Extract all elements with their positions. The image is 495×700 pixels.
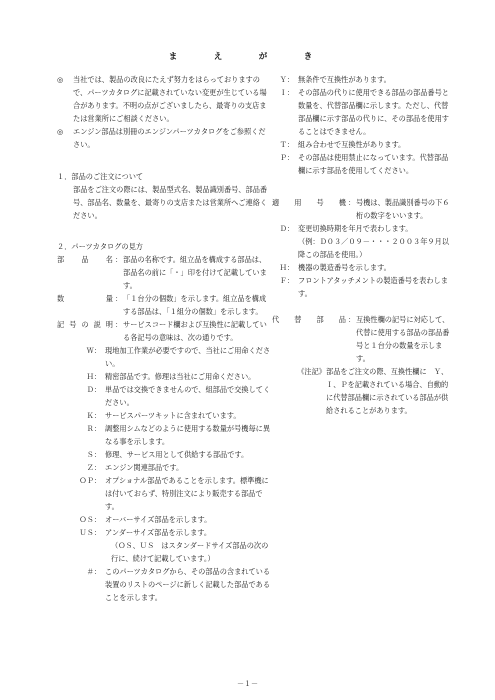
bullet-icon: ◎: [57, 75, 64, 84]
code-text: オーバーサイズ部品を示します。: [105, 515, 212, 524]
code-label: Ｉ：: [279, 88, 294, 97]
code-label: Ｈ：: [86, 372, 101, 381]
code-text: 修理、サービス用として供給する部品です。: [105, 450, 249, 459]
code-text: 無条件で互換性があります。: [298, 75, 391, 84]
left-column: [57, 73, 272, 604]
term-text: 号機は、製品識別番号の下６桁の数字をいいます。: [356, 198, 450, 220]
code-text: 組み合わせで互換性があります。: [298, 140, 406, 149]
code-label: Ｒ：: [86, 424, 101, 433]
code-row: [272, 261, 450, 274]
code-row: [57, 461, 272, 474]
os-us-note: （ＯＳ、ＵＳ はスタンダードサイズ部品の次の行に、続けて記載しています。）: [111, 541, 269, 563]
term-label: 部品名: [57, 255, 113, 264]
code-label: Ｙ：: [279, 75, 294, 84]
code-text: オプショナル部品であることを示します。標準機には付いておらず、特別注文により販売する部品です。: [105, 476, 269, 511]
intro-text: エンジン部品は別冊のエンジンパーツカタログをご参照ください。: [73, 127, 266, 149]
code-row: [272, 274, 450, 300]
note-label: 《注記》: [297, 367, 326, 376]
term-separator: ：: [115, 294, 123, 303]
code-text: その部品は使用禁止になっています。代替部品欄に示す部品を使用してください。: [298, 153, 449, 175]
term-row: [272, 313, 450, 365]
term-text: 互換性欄の記号に対応して、代替に使用する部品の部品番号と１台分の数量を示します。: [356, 315, 450, 363]
term-label: 記号の説明: [57, 320, 113, 329]
code-text: エンジン関連部品です。: [105, 463, 184, 472]
code-label: Ｗ：: [86, 346, 101, 355]
code-label: Ｋ：: [86, 411, 101, 420]
intro-item: [57, 73, 272, 125]
code-text: サービスパーツキットに含まれています。: [105, 411, 241, 420]
code-label: Ｈ：: [279, 263, 294, 272]
code-text: 単品では交換できませんので、組部品で交換してください。: [105, 385, 271, 407]
code-text: アンダーサイズ部品を示します。: [105, 528, 212, 537]
code-text: このパーツカタログから、その部品の含まれている装置のリストのページに新しく記載した部品であることを示します。: [105, 567, 271, 602]
code-row: [272, 73, 450, 86]
code-row: [57, 565, 272, 604]
intro-item: [57, 125, 272, 151]
code-row: [57, 513, 272, 526]
code-row: [272, 151, 450, 177]
code-note-row: [272, 235, 450, 261]
bullet-icon: ◎: [57, 127, 64, 136]
code-text: フロントアタッチメントの製造番号を表わします。: [298, 276, 448, 298]
term-separator: ：: [115, 320, 123, 329]
code-row: [57, 383, 272, 409]
d-example: （例：Ｄ０３／０９－・・・２００３年９月以降この部品を使用。）: [298, 237, 449, 259]
intro-text: 当社では、製品の改良にたえず努力をはらっておりますので、パーツカタログに記載されていない変更が生じている場合があります。不明の点がございましたら、最寄りの支店または営業所にご相談ください。: [73, 75, 267, 123]
section-body: 部品をご注文の際には、製品型式名、製品識別番号、部品番号、部品名、数量を、最寄りの支店または営業所へご連絡ください。: [73, 185, 268, 220]
code-text: その部品の代りに使用できる部品の部品番号と数量を、代替部品欄に示します。ただし、代替部品欄に示す部品の代りに、その部品を使用することはできません。: [298, 88, 449, 136]
term-separator: ：: [348, 198, 356, 207]
code-text: 現地加工作業が必要ですので、当社にご用命ください。: [105, 346, 271, 368]
section-heading: １．部品のご注文について: [57, 172, 144, 181]
code-row: [57, 448, 272, 461]
term-text: サービスコード欄および互換性に記載している各記号の意味は、次の通りです。: [123, 320, 267, 342]
code-label: Ｚ：: [86, 463, 101, 472]
term-text: 部品の名称です。組立品を構成する部品は、部品名の前に「・」印を付けて記載しています。: [123, 255, 267, 290]
code-row: [57, 344, 272, 370]
code-row: [57, 409, 272, 422]
term-text: 「１台分の個数」を示します。組立品を構成する部品は、「１組分の個数」を示します。: [123, 294, 267, 316]
code-text: 変更切換時期を年月で表わします。: [298, 224, 413, 233]
term-label: 数量: [57, 294, 113, 303]
code-row: [272, 86, 450, 138]
code-row: [272, 222, 450, 235]
code-label: Ｄ：: [86, 385, 101, 394]
code-list: [57, 344, 272, 604]
term-label: 適用号機: [272, 198, 346, 207]
code-row: [272, 138, 450, 151]
code-text: 調整用シムなどのように使用する数量が号機毎に異なる事を示します。: [105, 424, 271, 446]
term-row: [57, 318, 272, 344]
term-separator: ：: [348, 315, 356, 324]
code-label: ＃：: [86, 567, 101, 576]
code-row: [57, 370, 272, 383]
code-label: ＯＳ：: [79, 515, 101, 524]
code-label: Ｆ：: [279, 276, 294, 285]
code-label: Ｐ：: [279, 153, 294, 162]
note-row: [272, 365, 450, 417]
note-text: 部品をご注文の際、互換性欄に Ｙ、Ｉ、Ｐを記載されている場合、自動的に代替部品欄に示されている部品が供給されることがあります。: [326, 367, 449, 415]
right-column: [272, 73, 450, 417]
page-title: ま え が き: [168, 52, 327, 62]
term-row: [57, 292, 272, 318]
page-number: －１－: [237, 680, 258, 688]
code-label: ＯＰ：: [79, 476, 101, 485]
code-label: Ｓ：: [86, 450, 101, 459]
code-row: [57, 422, 272, 448]
term-row: [272, 196, 450, 222]
term-row: [57, 253, 272, 292]
code-text: 精密部品です。修理は当社にご用命ください。: [105, 372, 256, 381]
code-label: Ｄ：: [279, 224, 294, 233]
code-row: [57, 474, 272, 513]
code-note-row: [57, 539, 272, 565]
section-heading: ２．パーツカタログの見方: [57, 242, 143, 251]
code-row: [57, 526, 272, 539]
code-text: 機器の製造番号を示します。: [298, 263, 391, 272]
code-label: ＵＳ：: [79, 528, 101, 537]
term-separator: ：: [115, 255, 123, 264]
code-label: Ｔ：: [279, 140, 294, 149]
term-label: 代替部品: [272, 315, 346, 324]
